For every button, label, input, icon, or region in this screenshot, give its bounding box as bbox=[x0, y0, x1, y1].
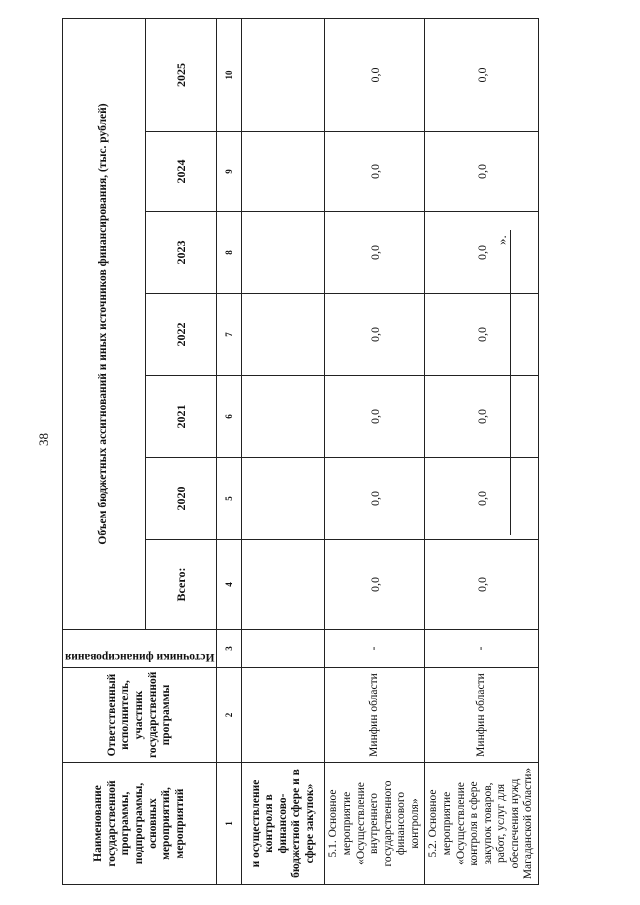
column-number: 8 bbox=[217, 212, 242, 294]
empty-cell bbox=[242, 540, 325, 630]
header-year: 2021 bbox=[145, 376, 217, 458]
column-number: 5 bbox=[217, 458, 242, 540]
empty-cell bbox=[242, 458, 325, 540]
table-row bbox=[325, 18, 425, 884]
column-number: 2 bbox=[217, 668, 242, 763]
empty-cell bbox=[242, 294, 325, 376]
empty-cell bbox=[242, 630, 325, 668]
row-value: 0,0 bbox=[425, 18, 539, 131]
header-year: 2022 bbox=[145, 294, 217, 376]
column-number: 1 bbox=[217, 763, 242, 885]
row-source: - bbox=[425, 630, 539, 668]
header-year: 2023 bbox=[145, 212, 217, 294]
header-total: Всего: bbox=[145, 540, 217, 630]
closing-mark: ». bbox=[494, 235, 509, 245]
header-year: 2025 bbox=[145, 18, 217, 131]
row-value: 0,0 bbox=[425, 540, 539, 630]
header-funding-title: Объем бюджетных ассигнований и иных источников финансирования, (тыс. рублей) bbox=[63, 18, 146, 629]
empty-cell bbox=[242, 376, 325, 458]
page-number: 38 bbox=[36, 433, 51, 446]
header-responsible: Ответственный исполнитель, участник государственной программы bbox=[63, 668, 217, 763]
row-value: 0,0 bbox=[325, 18, 425, 131]
empty-cell bbox=[242, 212, 325, 294]
header-source bbox=[63, 630, 217, 668]
column-number: 10 bbox=[217, 18, 242, 131]
column-number: 3 bbox=[217, 630, 242, 668]
closing-block bbox=[494, 19, 532, 885]
row-value: 0,0 bbox=[425, 376, 539, 458]
row-value: 0,0 bbox=[325, 132, 425, 212]
table-row bbox=[242, 18, 325, 884]
continuation-name: и осуществление контроля в финансово-бюджетной сфере и в сфере закупок» bbox=[242, 763, 325, 885]
column-number: 9 bbox=[217, 132, 242, 212]
row-value: 0,0 bbox=[425, 294, 539, 376]
row-value: 0,0 bbox=[325, 294, 425, 376]
row-responsible: Минфин области bbox=[425, 668, 539, 763]
row-value: 0,0 bbox=[425, 132, 539, 212]
closing-line bbox=[510, 230, 511, 535]
column-number: 4 bbox=[217, 540, 242, 630]
row-name: 5.2. Основное мероприятие «Осуществление контроля в сфере закупок товаров, работ, услуг для обеспечения нужд Магаданской области» bbox=[425, 763, 539, 885]
header-year: 2020 bbox=[145, 458, 217, 540]
header-name: Наименование государственной программы, подпрограммы, основных мероприятий, мероприятий bbox=[63, 763, 217, 885]
row-responsible: Минфин области bbox=[325, 668, 425, 763]
row-source: - bbox=[325, 630, 425, 668]
column-number: 6 bbox=[217, 376, 242, 458]
rotated-table-page bbox=[62, 19, 535, 885]
header-source-text: Источники финансирования bbox=[65, 651, 215, 663]
row-value: 0,0 bbox=[325, 376, 425, 458]
column-number: 7 bbox=[217, 294, 242, 376]
empty-cell bbox=[242, 132, 325, 212]
row-value: 0,0 bbox=[325, 212, 425, 294]
header-year: 2024 bbox=[145, 132, 217, 212]
funding-table bbox=[62, 18, 539, 885]
row-value: 0,0 bbox=[325, 458, 425, 540]
empty-cell bbox=[242, 668, 325, 763]
row-name: 5.1. Основное мероприятие «Осуществление внутреннего государственного финансового контроля» bbox=[325, 763, 425, 885]
row-value: 0,0 bbox=[425, 458, 539, 540]
row-value: 0,0 bbox=[425, 212, 539, 294]
empty-cell bbox=[242, 18, 325, 131]
row-value: 0,0 bbox=[325, 540, 425, 630]
